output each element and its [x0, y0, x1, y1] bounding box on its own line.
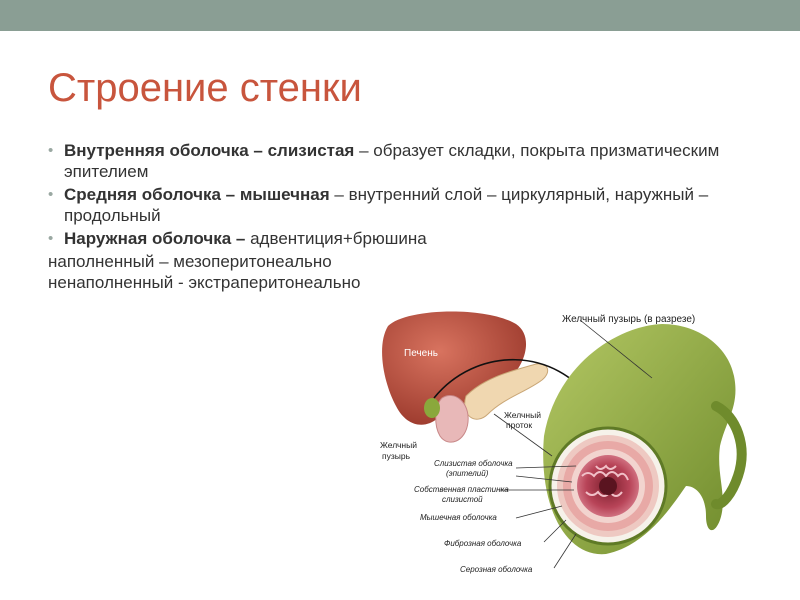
bullet-bold: Внутренняя оболочка – слизистая — [64, 141, 355, 160]
lumen — [599, 477, 617, 495]
label-bile-duct-1: Желчный — [504, 410, 541, 420]
bullet-bold: Наружная оболочка – — [64, 229, 246, 248]
bullet-mucosa — [48, 140, 758, 182]
label-gallbladder-2: пузырь — [382, 451, 411, 461]
bullet-text: адвентиция+брюшина — [245, 229, 427, 248]
bullet-text: – образует складки, покрыта призматическим эпителием — [64, 141, 720, 181]
label-lamina-2: слизистой — [442, 495, 483, 504]
text-line-filled: наполненный – мезоперитонеально — [48, 252, 332, 271]
bullet-bold: Средняя оболочка – мышечная — [64, 185, 330, 204]
small-gallbladder — [424, 398, 440, 418]
label-gallbladder-1: Желчный — [380, 440, 417, 450]
slide-body — [48, 140, 758, 293]
label-lamina-1: Собственная пластинка — [414, 485, 509, 494]
bullet-outer — [48, 228, 758, 249]
label-liver: Печень — [404, 348, 438, 359]
label-fibrous: Фиброзная оболочка — [444, 539, 522, 548]
label-gallbladder-section: Желчный пузырь (в разрезе) — [562, 314, 696, 325]
gallbladder-illustration — [376, 306, 752, 584]
bullet-muscular — [48, 184, 758, 226]
label-serous: Серозная оболочка — [460, 565, 533, 574]
slide-title: Строение стенки — [48, 66, 362, 110]
duodenum-shape — [436, 395, 468, 442]
text-line-empty: ненаполненный - экстраперитонеально — [48, 273, 361, 292]
label-mucosa-2: (эпителий) — [446, 469, 489, 478]
label-muscular: Мышечная оболочка — [420, 513, 497, 522]
bullet-text: – внутренний слой – циркулярный, наружный – продольный — [64, 185, 709, 225]
label-mucosa-1: Слизистая оболочка — [434, 459, 513, 468]
label-bile-duct-2: проток — [506, 420, 533, 430]
top-bar — [0, 0, 800, 31]
